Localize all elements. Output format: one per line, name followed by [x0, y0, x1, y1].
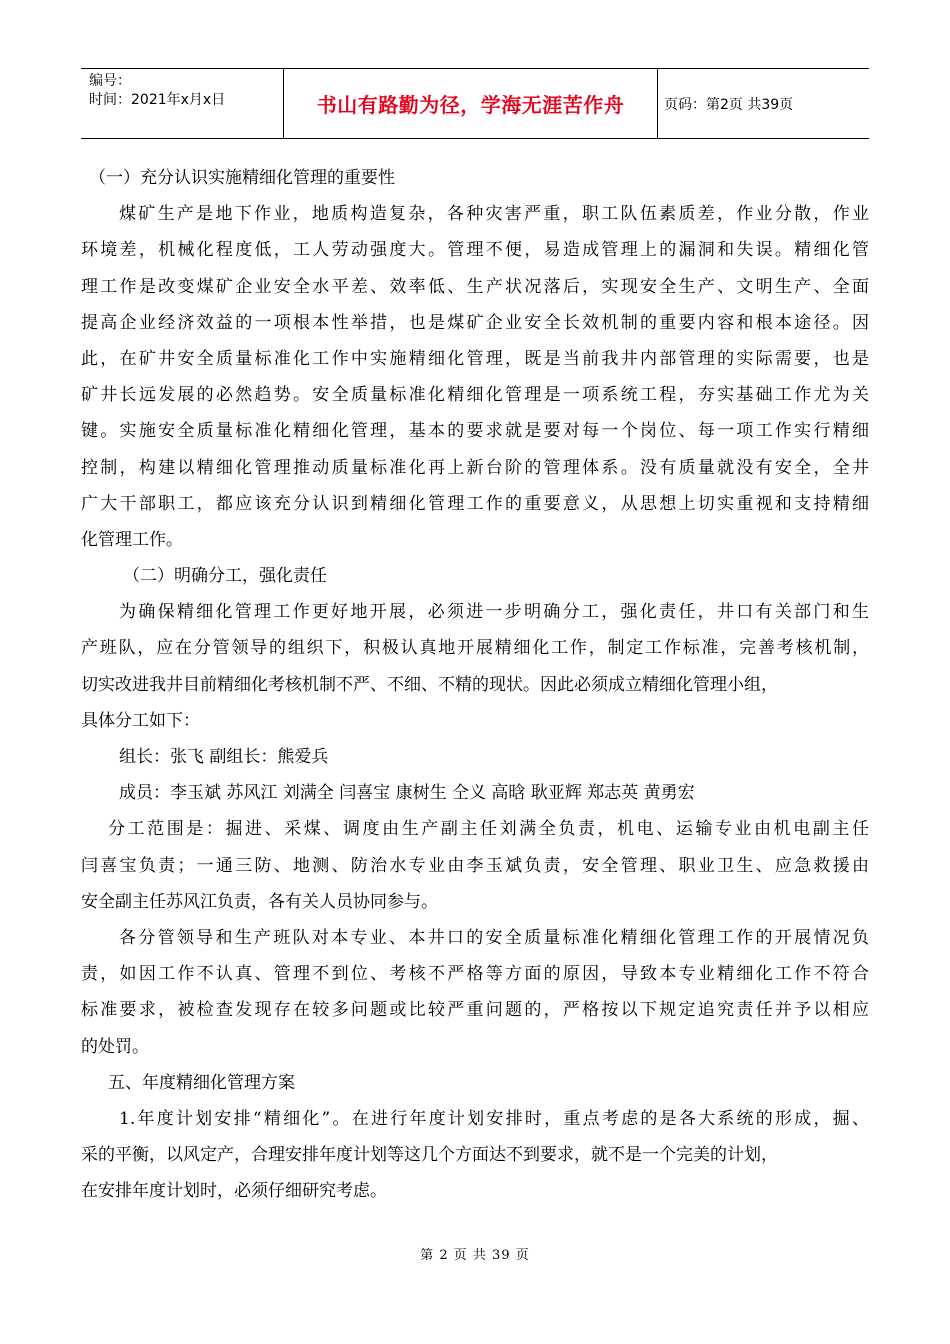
header-meta-cell	[81, 69, 284, 138]
paragraph-line: 提高企业经济效益的一项根本性举措，也是煤矿企业安全长效机制的重要内容和根本途径。因	[81, 312, 869, 333]
document-date-label: 时间：2021年x月x日	[89, 92, 226, 108]
paragraph-line: 理工作是改变煤矿企业安全水平差、效率低、生产状况落后，实现安全生产、文明生产、全面	[81, 276, 869, 297]
paragraph-line: 标准要求，被检查发现存在较多问题或比较严重问题的，严格按以下规定追究责任并予以相应	[81, 1000, 869, 1021]
paragraph-line: 各分管领导和生产班队对本专业、本井口的安全质量标准化精细化管理工作的开展情况负	[119, 927, 869, 948]
paragraph-line: 键。实施安全质量标准化精细化管理，基本的要求就是要对每一个岗位、每一项工作实行精细	[81, 421, 869, 442]
paragraph-line: 此，在矿井安全质量标准化工作中实施精细化管理，既是当前我井内部管理的实际需要，也是	[81, 348, 869, 369]
paragraph-line: 责，如因工作不认真、管理不到位、考核不严格等方面的原因，导致本专业精细化工作不符合	[81, 964, 869, 985]
document-body	[81, 160, 869, 1209]
paragraph-line: 广大干部职工，都应该充分认识到精细化管理工作的重要意义，从思想上切实重视和支持精细	[81, 493, 869, 514]
paragraph-line: 产班队，应在分管领导的组织下，积极认真地开展精细化工作，制定工作标准，完善考核机制，	[81, 638, 869, 659]
paragraph-line: 切实改进我井目前精细化考核机制不严、不细、不精的现状。因此必须成立精细化管理小组，	[81, 674, 778, 695]
header-motto: 书山有路勤为径，学海无涯苦作舟	[316, 93, 625, 117]
section-heading: （二）明确分工，强化责任	[123, 566, 327, 587]
paragraph-line: 在安排年度计划时，必须仔细研究考虑。	[81, 1181, 387, 1202]
paragraph-line: 环境差，机械化程度低，工人劳动强度大。管理不便，易造成管理上的漏洞和失误。精细化管	[81, 240, 869, 261]
paragraph-line: 控制，构建以精细化管理推动质量标准化再上新台阶的管理体系。没有质量就没有安全，全井	[81, 457, 869, 478]
section-heading: 五、年度精细化管理方案	[108, 1072, 295, 1093]
paragraph-line: 具体分工如下：	[81, 710, 200, 731]
team-leader-line: 组长：张飞 副组长：熊爱兵	[119, 747, 329, 767]
paragraph-line: 安全副主任苏风江负责，各有关人员协同参与。	[81, 891, 438, 912]
paragraph-line: 的处罚。	[81, 1036, 149, 1057]
page-footer: 第 2 页 共 39 页	[420, 1248, 530, 1263]
paragraph-line: 采的平衡，以风定产，合理安排年度计划等这几个方面达不到要求，就不是一个完美的计划，	[81, 1145, 778, 1166]
document-number-label: 编号：	[89, 73, 131, 89]
paragraph-line: 化管理工作。	[81, 529, 183, 550]
header-motto-cell	[284, 69, 658, 138]
paragraph-line: 分工范围是：掘进、采煤、调度由生产副主任刘满全负责，机电、运输专业由机电副主任	[108, 819, 869, 840]
section-heading: （一）充分认识实施精细化管理的重要性	[89, 168, 395, 188]
paragraph-line: 煤矿生产是地下作业，地质构造复杂，各种灾害严重，职工队伍素质差，作业分散，作业	[119, 204, 869, 225]
header-page-cell	[658, 69, 869, 138]
paragraph-line: 矿井长远发展的必然趋势。安全质量标准化精细化管理是一项系统工程，夯实基础工作尤为关	[81, 385, 869, 406]
header-page-code: 页码：第2页 共39页	[664, 96, 794, 113]
document-header	[81, 68, 869, 139]
team-members-line: 成员：李玉斌 苏风江 刘满全 闫喜宝 康树生 仝义 高晗 耿亚辉 郑志英 黄勇宏	[119, 783, 695, 804]
paragraph-line: 为确保精细化管理工作更好地开展，必须进一步明确分工，强化责任，井口有关部门和生	[119, 602, 869, 623]
paragraph-line: 1.年度计划安排“精细化”。在进行年度计划安排时，重点考虑的是各大系统的形成，掘、	[119, 1108, 869, 1129]
paragraph-line: 闫喜宝负责；一通三防、地测、防治水专业由李玉斌负责，安全管理、职业卫生、应急救援由	[81, 855, 869, 876]
